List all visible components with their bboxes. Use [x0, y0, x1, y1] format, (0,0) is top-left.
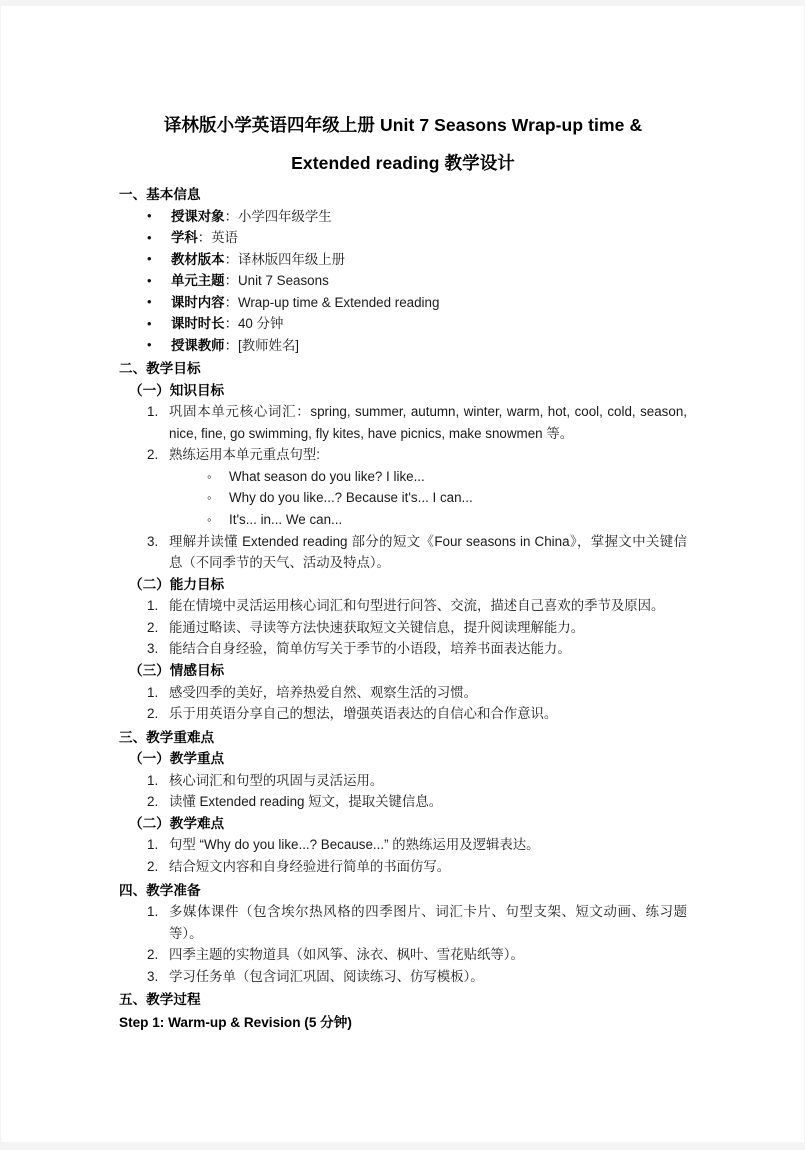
list-item: 乐于用英语分享自己的想法，增强英语表达的自信心和合作意识。 [169, 706, 558, 722]
basic-info-value: Wrap-up time & Extended reading [237, 294, 440, 310]
basic-info-list [119, 206, 687, 357]
basic-info-value: Unit 7 Seasons [237, 273, 329, 288]
basic-info-value: 英语 [211, 230, 238, 245]
list-item: 巩固本单元核心词汇：spring, summer, autumn, winter, warm, hot, cool, cold, season, nice, fine, go swimming, fly kites, have picnics, make snowmen 等。 [169, 404, 687, 441]
list-item: 句型 “Why do you like...? Because...” 的熟练运用及逻辑表达。 [169, 837, 540, 853]
basic-info-value: 40 分钟 [237, 316, 284, 331]
heading-knowledge-objectives: （一）知识目标 [129, 382, 225, 398]
heading-basic-info: 一、基本信息 [119, 187, 201, 202]
list-item: 理解并读懂 Extended reading 部分的短文《Four seasons in China》，掌握文中关键信息（不同季节的天气、活动及特点）。 [169, 533, 687, 571]
list-item: 能在情境中灵活运用核心词汇和句型进行问答、交流，描述自己喜欢的季节及原因。 [169, 598, 665, 614]
list-item: 四季主题的实物道具（如风筝、泳衣、枫叶、雪花贴纸等）。 [169, 947, 524, 963]
list-item: 熟练运用本单元重点句型: [169, 447, 321, 463]
list-item: • 单元主题：Unit 7 Seasons [119, 270, 687, 292]
list-item: ◦ It's... in... We can... [119, 509, 687, 531]
heading-difficult-points: （二）教学难点 [129, 815, 225, 831]
basic-info-label: 课时内容 [171, 294, 225, 310]
heading-preparation: 四、教学准备 [119, 882, 201, 898]
heading-key-points: （一）教学重点 [129, 751, 225, 767]
preparation-list [119, 901, 687, 987]
list-item: 能结合自身经验，简单仿写关于季节的小语段，培养书面表达能力。 [169, 641, 571, 657]
list-item: 感受四季的美好，培养热爱自然、观察生活的习惯。 [169, 684, 477, 700]
basic-info-label: 授课教师 [171, 337, 225, 353]
knowledge-objectives-list-cont [119, 531, 687, 574]
title-line-2: Extended reading 教学设计 [291, 153, 515, 173]
page-title [119, 106, 687, 182]
document-content [119, 6, 687, 1033]
document-page [1, 6, 804, 1142]
list-item: • 学科：英语 [119, 227, 687, 249]
basic-info-value: 译林版四年级上册 [237, 251, 346, 267]
list-item: 能通过略读、寻读等方法快速获取短文关键信息，提升阅读理解能力。 [169, 619, 585, 635]
sentence-patterns-list [119, 466, 687, 531]
basic-info-label: 学科 [171, 230, 198, 245]
basic-info-label: 授课对象 [171, 208, 225, 224]
heading-objectives: 二、教学目标 [119, 361, 201, 376]
list-item: • 课时时长：40 分钟 [119, 313, 687, 335]
basic-info-label: 课时时长 [171, 316, 225, 331]
list-item: • 授课对象：小学四年级学生 [119, 206, 687, 228]
title-line-1: 译林版小学英语四年级上册 Unit 7 Seasons Wrap-up time & [163, 115, 643, 135]
list-item: • 课时内容：Wrap-up time & Extended reading [119, 292, 687, 314]
basic-info-value: [教师姓名] [237, 337, 299, 353]
knowledge-objectives-list [119, 401, 687, 466]
list-item: • 教材版本：译林版四年级上册 [119, 249, 687, 271]
step-1-heading: Step 1: Warm-up & Revision (5 分钟) [119, 1014, 352, 1030]
basic-info-value: 小学四年级学生 [237, 208, 332, 224]
list-item: 核心词汇和句型的巩固与灵活运用。 [169, 772, 384, 788]
heading-emotion-objectives: （三）情感目标 [129, 663, 225, 679]
list-item: 结合短文内容和自身经验进行简单的书面仿写。 [169, 859, 451, 874]
emotion-objectives-list [119, 682, 687, 725]
heading-key-difficult: 三、教学重难点 [119, 729, 215, 745]
list-item: 读懂 Extended reading 短文，提取关键信息。 [169, 794, 443, 810]
heading-process: 五、教学过程 [119, 992, 201, 1008]
list-item: ◦ Why do you like...? Because it's... I can... [119, 487, 687, 509]
heading-ability-objectives: （二）能力目标 [129, 576, 225, 592]
list-item: 学习任务单（包含词汇巩固、阅读练习、仿写模板）。 [169, 968, 484, 984]
list-item: • 授课教师：[教师姓名] [119, 335, 687, 357]
ability-objectives-list [119, 595, 687, 660]
difficult-points-list [119, 834, 687, 877]
basic-info-label: 教材版本 [171, 251, 225, 267]
key-points-list [119, 770, 687, 813]
list-item: ◦ What season do you like? I like... [119, 466, 687, 488]
list-item: 多媒体课件（包含埃尔热风格的四季图片、词汇卡片、句型支架、短文动画、练习题等）。 [169, 904, 687, 941]
basic-info-label: 单元主题 [171, 273, 225, 288]
